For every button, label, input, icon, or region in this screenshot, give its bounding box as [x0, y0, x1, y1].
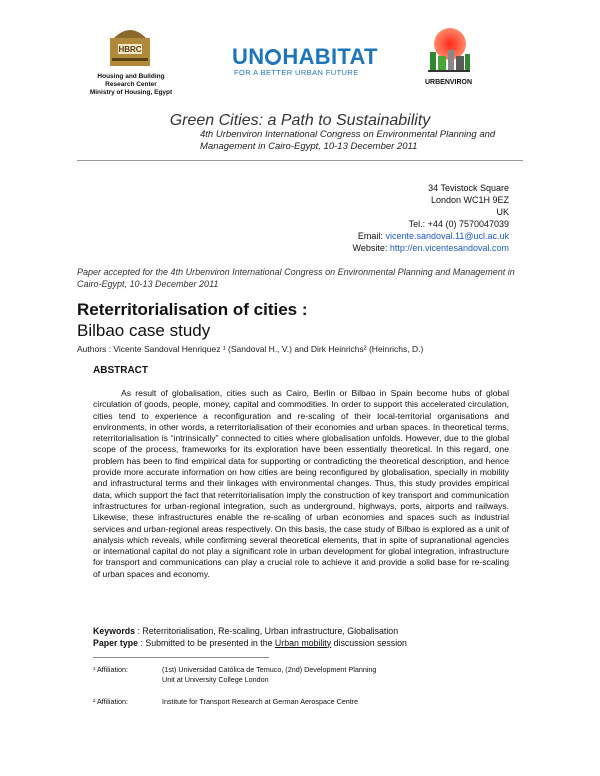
footnote-divider — [93, 657, 269, 658]
conference-title: Green Cities: a Path to Sustainability — [169, 112, 431, 129]
urbenviron-caption: URBENVIRON — [425, 79, 473, 86]
unhabitat-logo: UN HABITAT — [232, 44, 378, 69]
hbrc-logo — [108, 24, 152, 68]
footnote-2-body: Institute for Transport Research at German Aerospace Centre — [162, 697, 359, 706]
address-website-row — [353, 242, 509, 254]
urbenviron-logo — [426, 26, 472, 74]
paper-type-pre: : Submitted to be presented in the — [140, 637, 275, 648]
keywords-row — [93, 626, 407, 638]
email-label: Email: — [357, 231, 383, 241]
footnote-2-label: ² Affiliation: — [93, 697, 129, 706]
email-link[interactable]: vicente.sandoval.11@ucl.ac.uk — [385, 231, 509, 241]
paper-type-label: Paper type — [93, 637, 138, 648]
footnote-1-line-1: (1st) Universidad Católica de Temuco, (2nd) Development Planning — [162, 665, 377, 674]
footnote-1-line-2: Unit at University College London — [162, 674, 269, 684]
address-line-2: London WC1H 9EZ — [430, 195, 509, 205]
paper-title: Reterritorialisation of cities : — [77, 300, 308, 319]
acceptance-note: Paper accepted for the 4th Urbenviron International Congress on Environmental Planning and Management in Cairo-Egypt, 10-13 December 2011 — [77, 267, 515, 289]
hbrc-line-3: Ministry of Housing, Egypt — [89, 89, 173, 96]
address-email-row — [353, 230, 509, 242]
address-line-1: 34 Tevistock Square — [428, 183, 509, 193]
keywords-label: Keywords — [93, 626, 136, 636]
keywords-block — [93, 626, 407, 649]
svg-text:HBRC: HBRC — [118, 45, 142, 54]
address-tel: Tel.: +44 (0) 7570047039 — [408, 219, 509, 229]
unhabitat-tagline: FOR A BETTER URBAN FUTURE — [234, 68, 359, 77]
address-block — [353, 182, 509, 254]
keywords-text: : Reterritorialisation, Re-scaling, Urban infrastructure, Globalisation — [137, 626, 399, 636]
conference-subtitle: 4th Urbenviron International Congress on Environmental Planning and Management in Cairo-Egypt, 10-13 December 2011 — [200, 129, 496, 152]
header-divider — [77, 160, 523, 161]
unhabitat-globe-icon — [265, 49, 281, 65]
paper-subtitle: Bilbao case study — [77, 321, 211, 340]
footnote-1-body — [162, 665, 502, 684]
hbrc-caption — [76, 73, 186, 97]
website-label: Website: — [352, 243, 388, 253]
authors-line: Authors : Vicente Sandoval Henriquez ¹ (Sandoval H., V.) and Dirk Heinrichs² (Heinrichs, D.) — [77, 344, 424, 354]
hbrc-line-1: Housing and Building — [97, 73, 165, 80]
paper-type-row — [93, 638, 407, 650]
paper-type-session: Urban mobility — [274, 637, 332, 648]
paper-type-post: discussion session — [331, 637, 407, 648]
footnote-1-label: ¹ Affiliation: — [93, 665, 129, 674]
abstract-heading: ABSTRACT — [93, 365, 148, 376]
address-line-3: UK — [496, 207, 509, 217]
website-link[interactable]: http://en.vicentesandoval.com — [389, 243, 509, 253]
abstract-text: As result of globalisation, cities such as Cairo, Berlin or Bilbao in Spain become hubs of global circulation of goods, people, money, capital and commodities. In order to support this accelerated circulation, cities tend to experience a reconfiguration and re-scaling of their local-territorial organisations and environments, in other words, a reterritorialisation of their economies and urban spaces. In theoretical terms, reterritorialisation is “intrinsically” connected to cities where globalisation unfolds. However, due to the global scope of the process, frameworks for its exploration have been essentially theoretical. In this regard, one problem has been to find empirical data for supporting or contradicting the theoretical description, and hence provide more accurate information on how cities are being reconfigured by globalisation, specially in mobility and infrastructural terms and their linkages with environmental changes. Thus, this study provides empirical data, which support the fact that reterritorialisation imply the construction of key transport and communication infrastructures for urban-regional integration, such as underground, highways, ports, airports and railways. Likewise, these infrastructures enable the re-scaling of urban economies and spaces such as industrial services and urban-regional areas respectively. On this basis, the case study of Bilbao is explored as a unit of analysis which reveals, while confirming several theoretical elements, that in spite of supranational agencies or international capital do not play a significant role in urban development for global integration, infrastructure for transport and communications can play a crucial role to achieve it and provide a solid base for re-scaling of urban spaces and economy. — [93, 388, 509, 579]
hbrc-line-2: Research Center — [105, 81, 157, 88]
